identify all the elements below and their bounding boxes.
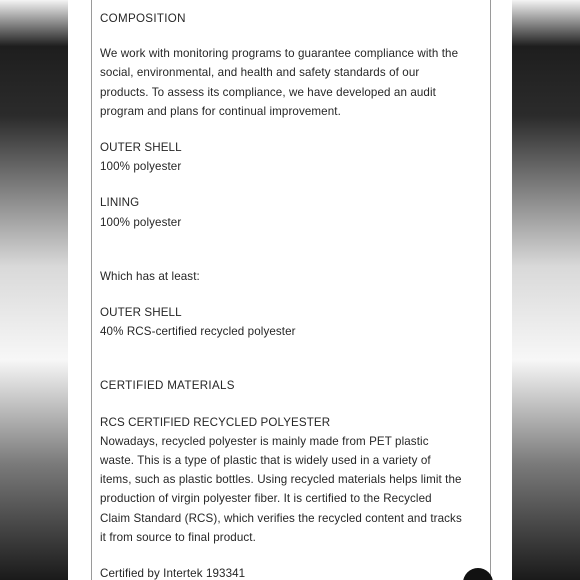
lining-value: 100% polyester xyxy=(100,215,182,229)
certified-materials-heading: CERTIFIED MATERIALS xyxy=(100,379,235,393)
composition-intro-text: We work with monitoring programs to guarantee compliance with the social, environmental, and health and safety standards of our products. To assess its compliance, we have developed an audit program and plans for continual improvement. xyxy=(100,47,459,118)
background-right-edge xyxy=(512,0,580,580)
lining-label: LINING xyxy=(100,196,140,210)
rcs-heading: RCS CERTIFIED RECYCLED POLYESTER xyxy=(100,415,331,429)
at-least-text: Which has at least: xyxy=(100,269,200,283)
background-left-edge xyxy=(0,0,68,580)
composition-content xyxy=(100,9,485,580)
certification-text: Certified by Intertek 193341 xyxy=(100,567,246,580)
product-info-panel xyxy=(68,0,512,580)
outer-shell-label-recycled: OUTER SHELL xyxy=(100,306,182,320)
outer-shell-label: OUTER SHELL xyxy=(100,141,182,155)
composition-heading: COMPOSITION xyxy=(100,12,186,25)
outer-shell-recycled-value: 40% RCS-certified recycled polyester xyxy=(100,325,296,339)
rcs-description: Nowadays, recycled polyester is mainly made from PET plastic waste. This is a type of plastic that is widely used in a variety of items, such as plastic bottles. Using recycled materials helps limit the production of virgin polyester fiber. It is certified to the Recycled Claim Standard (RCS), which verifies the recycled content and tracks it from source to final product. xyxy=(100,434,462,544)
outer-shell-value: 100% polyester xyxy=(100,160,182,174)
